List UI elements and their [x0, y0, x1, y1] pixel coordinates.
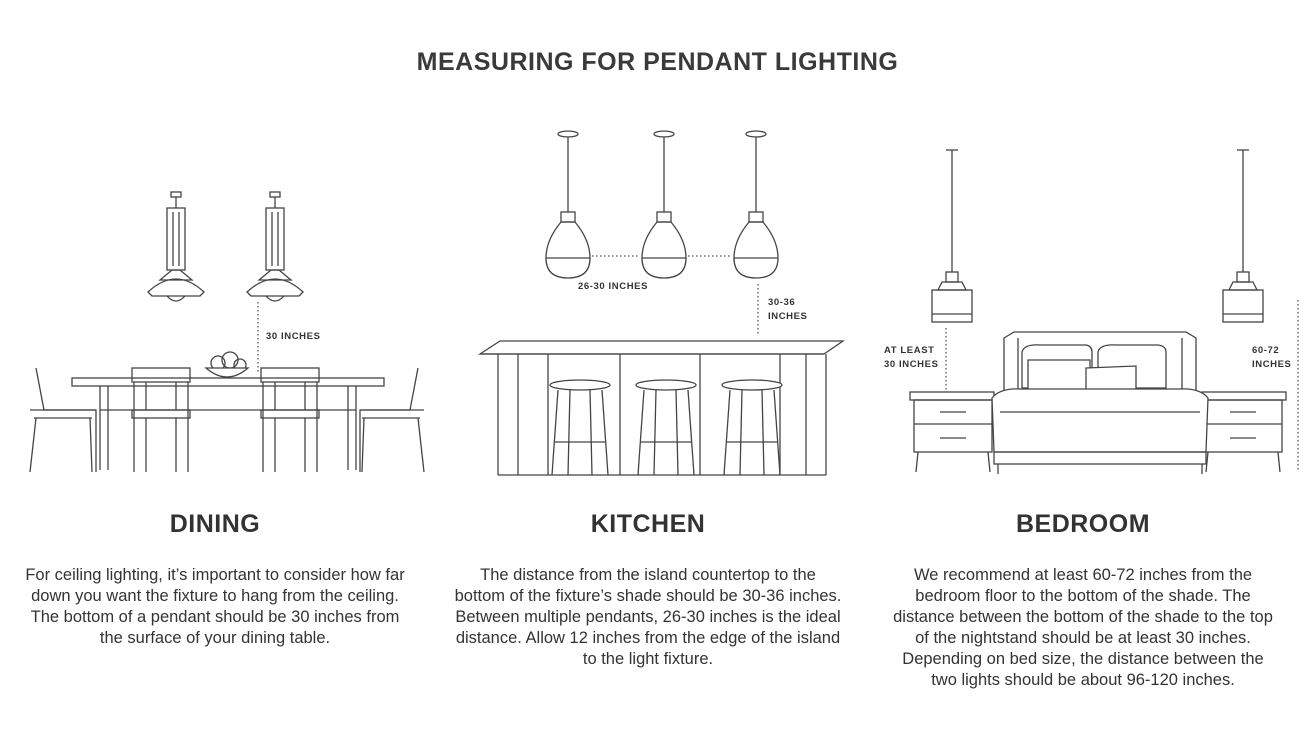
bedroom-nightstand-label: AT LEAST — [884, 345, 935, 356]
section-heading-dining: DINING — [169, 510, 261, 538]
kitchen-island — [480, 341, 843, 475]
bed — [992, 332, 1208, 474]
dining-measure-label: 30 INCHES — [266, 331, 321, 342]
kitchen-height-label-unit: INCHES — [768, 311, 808, 322]
page-title: MEASURING FOR PENDANT LIGHTING — [416, 48, 899, 76]
dining-illustration — [30, 192, 424, 472]
bar-stool — [722, 380, 782, 475]
kitchen-pendant — [546, 131, 590, 278]
nightstand-left — [910, 392, 994, 472]
kitchen-spacing-label: 26-30 INCHES — [578, 281, 649, 292]
bedroom-pendant-left — [932, 150, 972, 322]
section-heading-kitchen: KITCHEN — [590, 510, 706, 538]
bar-stool — [636, 380, 696, 475]
bedroom-floor-label-unit: INCHES — [1252, 359, 1292, 370]
kitchen-illustration — [480, 131, 843, 475]
dining-pendant-left — [148, 192, 204, 301]
nightstand-right — [1202, 392, 1286, 472]
dining-chair — [360, 368, 424, 472]
dining-chair — [30, 368, 96, 472]
bar-stool — [550, 380, 610, 475]
section-heading-bedroom: BEDROOM — [1015, 510, 1151, 538]
kitchen-height-label: 30-36 — [768, 297, 796, 308]
section-body-bedroom: We recommend at least 60-72 inches from the bedroom floor to the bottom of the shade. The distance between the bottom of the shade to the top of the nightstand should be at least 30 inches. Depending on bed size, the distance between the two lights should be about 96-120 inches. — [893, 566, 1273, 689]
bedroom-floor-label: 60-72 — [1252, 345, 1280, 356]
dining-table — [72, 378, 384, 470]
bedroom-nightstand-label-unit: 30 INCHES — [884, 359, 939, 370]
dining-chair — [261, 368, 319, 472]
dining-chair — [132, 368, 190, 472]
kitchen-pendant — [734, 131, 778, 278]
section-body-dining: For ceiling lighting, it’s important to consider how far down you want the fixture to hang from the ceiling. The bottom of a pendant should be 30 inches from the surface of your dining table. — [25, 566, 405, 647]
kitchen-pendant — [642, 131, 686, 278]
dining-pendant-right — [247, 192, 303, 301]
fruit-bowl — [206, 352, 248, 377]
section-body-kitchen: The distance from the island countertop to the bottom of the fixture’s shade should be 30-36 inches. Between multiple pendants, 26-30 inches is the ideal distance. Allow 12 inches from the edge of the island to the light fixture. — [454, 566, 842, 668]
bedroom-illustration — [884, 150, 1298, 474]
bedroom-pendant-right — [1223, 150, 1263, 322]
